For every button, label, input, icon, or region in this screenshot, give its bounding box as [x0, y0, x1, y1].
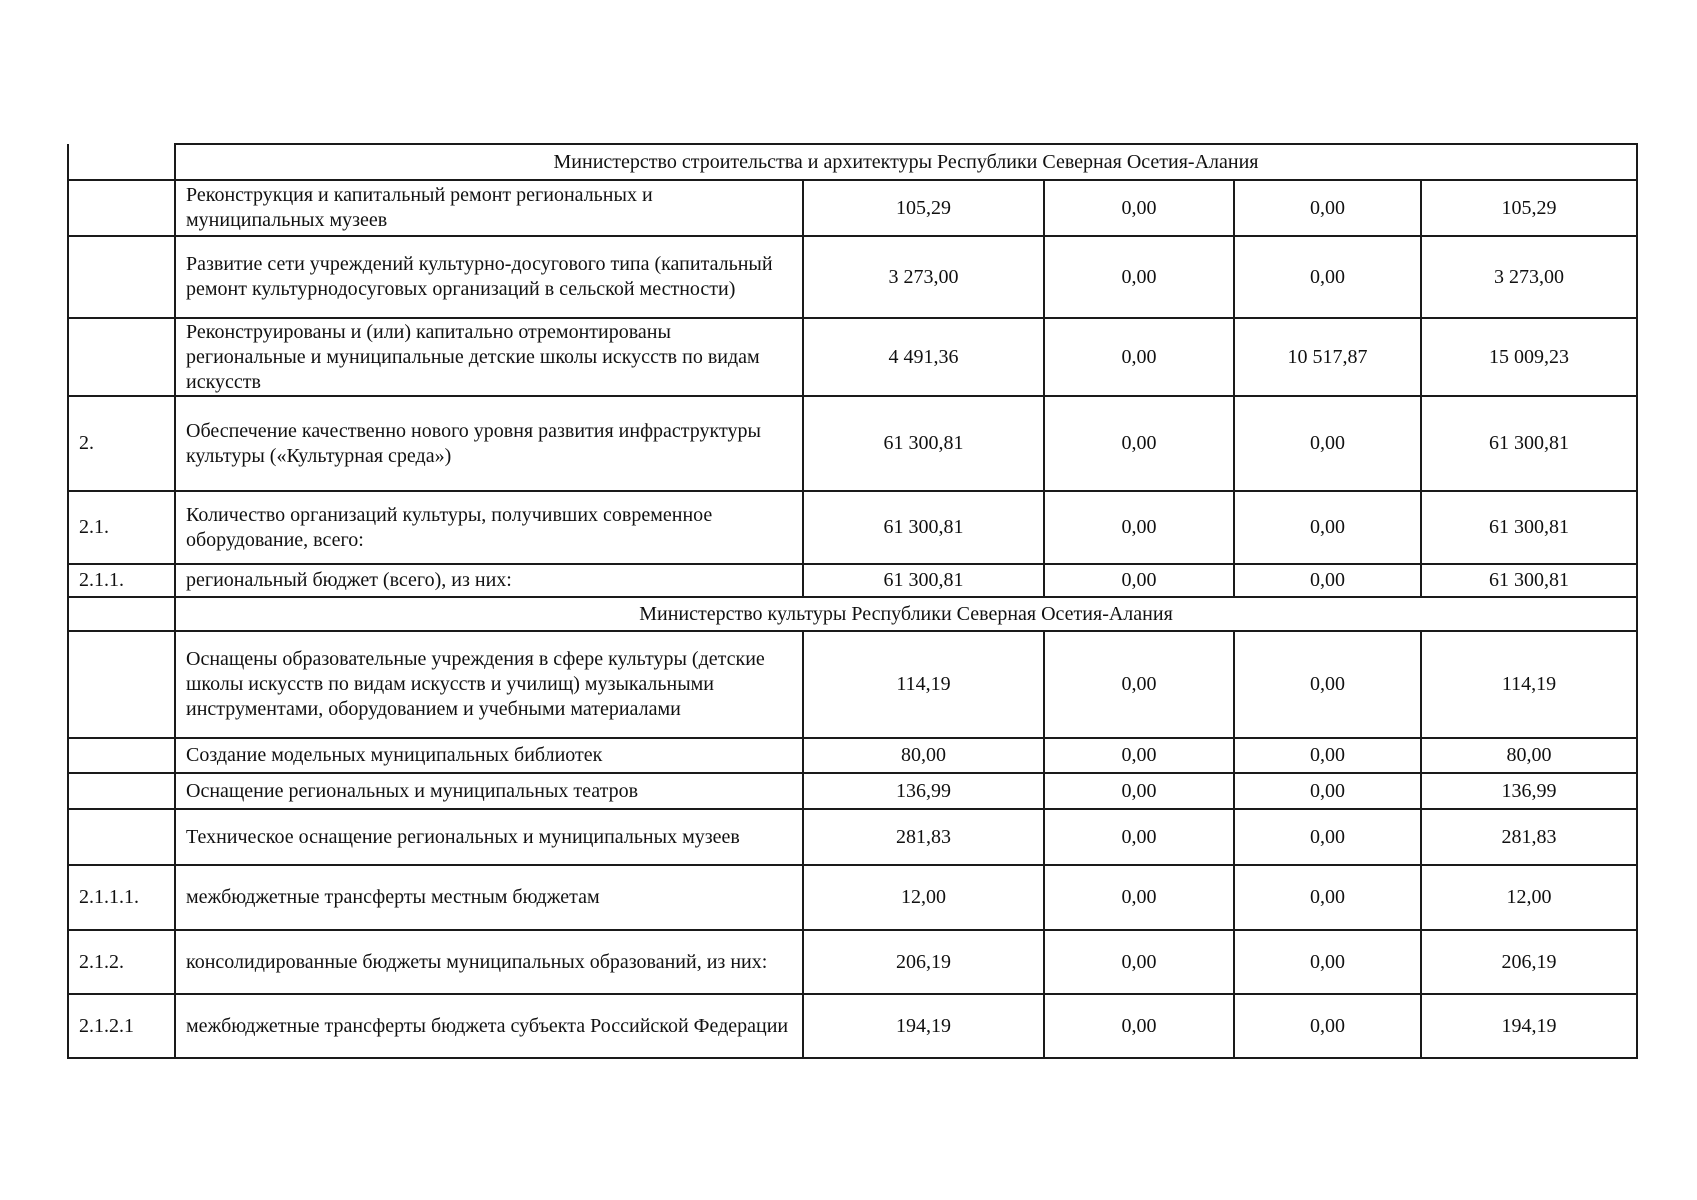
section-header-row	[68, 597, 1637, 631]
row-index-cell	[68, 144, 175, 180]
value-cell-4: 3 273,00	[1421, 236, 1637, 318]
row-name-cell: Реконструированы и (или) капитально отремонтированы региональные и муниципальные детские школы искусств по видам искусств	[175, 318, 803, 396]
value-cell-2: 0,00	[1044, 809, 1234, 865]
table-row	[68, 491, 1637, 564]
value-cell-2: 0,00	[1044, 865, 1234, 930]
value-cell-2: 0,00	[1044, 180, 1234, 236]
table-row	[68, 809, 1637, 865]
value-cell-2: 0,00	[1044, 318, 1234, 396]
value-cell-3: 0,00	[1234, 738, 1421, 773]
row-name-cell: межбюджетные трансферты бюджета субъекта Российской Федерации	[175, 994, 803, 1058]
value-cell-4: 61 300,81	[1421, 564, 1637, 597]
value-cell-4: 194,19	[1421, 994, 1637, 1058]
value-cell-2: 0,00	[1044, 491, 1234, 564]
row-name-cell: Обеспечение качественно нового уровня развития инфраструктуры культуры («Культурная среда»)	[175, 396, 803, 491]
value-cell-3: 0,00	[1234, 773, 1421, 809]
value-cell-4: 136,99	[1421, 773, 1637, 809]
value-cell-1: 4 491,36	[803, 318, 1044, 396]
row-index-cell	[68, 597, 175, 631]
row-index-cell: 2.1.	[68, 491, 175, 564]
value-cell-1: 114,19	[803, 631, 1044, 738]
row-index-cell: 2.1.1.1.	[68, 865, 175, 930]
value-cell-4: 61 300,81	[1421, 396, 1637, 491]
row-index-cell	[68, 809, 175, 865]
row-name-cell: Количество организаций культуры, получивших современное оборудование, всего:	[175, 491, 803, 564]
value-cell-4: 61 300,81	[1421, 491, 1637, 564]
value-cell-1: 194,19	[803, 994, 1044, 1058]
table-row	[68, 738, 1637, 773]
value-cell-3: 0,00	[1234, 631, 1421, 738]
value-cell-1: 281,83	[803, 809, 1044, 865]
value-cell-1: 206,19	[803, 930, 1044, 994]
section-header: Министерство строительства и архитектуры Республики Северная Осетия-Алания	[175, 144, 1637, 180]
row-name-cell: Реконструкция и капитальный ремонт региональных и муниципальных музеев	[175, 180, 803, 236]
row-index-cell: 2.	[68, 396, 175, 491]
value-cell-1: 3 273,00	[803, 236, 1044, 318]
value-cell-1: 105,29	[803, 180, 1044, 236]
value-cell-2: 0,00	[1044, 236, 1234, 318]
value-cell-3: 0,00	[1234, 180, 1421, 236]
value-cell-2: 0,00	[1044, 564, 1234, 597]
section-header: Министерство культуры Республики Северная Осетия-Алания	[175, 597, 1637, 631]
row-index-cell	[68, 236, 175, 318]
value-cell-3: 0,00	[1234, 564, 1421, 597]
row-name-cell: консолидированные бюджеты муниципальных образований, из них:	[175, 930, 803, 994]
value-cell-2: 0,00	[1044, 396, 1234, 491]
value-cell-1: 12,00	[803, 865, 1044, 930]
value-cell-1: 136,99	[803, 773, 1044, 809]
value-cell-2: 0,00	[1044, 930, 1234, 994]
value-cell-3: 0,00	[1234, 236, 1421, 318]
budget-table	[67, 143, 1638, 1059]
row-index-cell: 2.1.2.1	[68, 994, 175, 1058]
value-cell-4: 114,19	[1421, 631, 1637, 738]
row-name-cell: Создание модельных муниципальных библиотек	[175, 738, 803, 773]
value-cell-3: 0,00	[1234, 994, 1421, 1058]
value-cell-2: 0,00	[1044, 631, 1234, 738]
row-name-cell: межбюджетные трансферты местным бюджетам	[175, 865, 803, 930]
row-name-cell: региональный бюджет (всего), из них:	[175, 564, 803, 597]
value-cell-2: 0,00	[1044, 773, 1234, 809]
table-row	[68, 865, 1637, 930]
value-cell-3: 0,00	[1234, 809, 1421, 865]
table-row	[68, 994, 1637, 1058]
value-cell-1: 61 300,81	[803, 564, 1044, 597]
row-index-cell	[68, 318, 175, 396]
value-cell-3: 0,00	[1234, 865, 1421, 930]
table-row	[68, 930, 1637, 994]
table-row	[68, 773, 1637, 809]
table-row	[68, 396, 1637, 491]
table-row	[68, 318, 1637, 396]
value-cell-1: 61 300,81	[803, 396, 1044, 491]
row-index-cell	[68, 738, 175, 773]
value-cell-2: 0,00	[1044, 738, 1234, 773]
value-cell-4: 15 009,23	[1421, 318, 1637, 396]
value-cell-3: 0,00	[1234, 396, 1421, 491]
value-cell-4: 206,19	[1421, 930, 1637, 994]
table-row	[68, 180, 1637, 236]
row-name-cell: Оснащены образовательные учреждения в сфере культуры (детские школы искусств по видам искусств и училищ) музыкальными инструментами, оборудованием и учебными материалами	[175, 631, 803, 738]
table-row	[68, 631, 1637, 738]
row-index-cell	[68, 773, 175, 809]
value-cell-1: 80,00	[803, 738, 1044, 773]
row-index-cell: 2.1.2.	[68, 930, 175, 994]
row-name-cell: Оснащение региональных и муниципальных театров	[175, 773, 803, 809]
value-cell-1: 61 300,81	[803, 491, 1044, 564]
row-index-cell	[68, 180, 175, 236]
value-cell-4: 281,83	[1421, 809, 1637, 865]
value-cell-4: 80,00	[1421, 738, 1637, 773]
value-cell-3: 0,00	[1234, 491, 1421, 564]
row-index-cell	[68, 631, 175, 738]
row-index-cell: 2.1.1.	[68, 564, 175, 597]
row-name-cell: Техническое оснащение региональных и муниципальных музеев	[175, 809, 803, 865]
table-row	[68, 564, 1637, 597]
value-cell-4: 105,29	[1421, 180, 1637, 236]
value-cell-2: 0,00	[1044, 994, 1234, 1058]
value-cell-3: 0,00	[1234, 930, 1421, 994]
value-cell-4: 12,00	[1421, 865, 1637, 930]
row-name-cell: Развитие сети учреждений культурно-досугового типа (капитальный ремонт культурнодосуговых организаций в сельской местности)	[175, 236, 803, 318]
section-header-row	[68, 144, 1637, 180]
table-row	[68, 236, 1637, 318]
value-cell-3: 10 517,87	[1234, 318, 1421, 396]
